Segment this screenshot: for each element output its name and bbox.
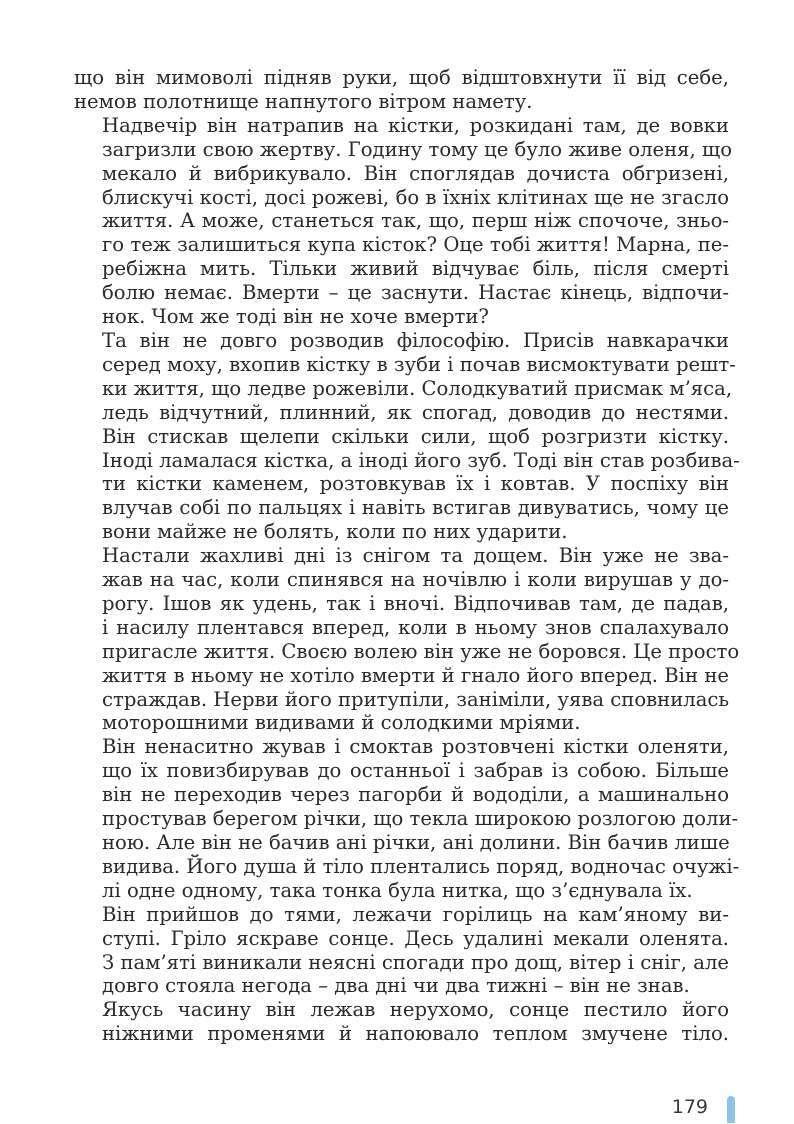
- paragraph: [74, 66, 729, 114]
- text-line: блискучі кості, досі рожеві, бо в їхніх клітинах ще не згасло: [102, 185, 729, 209]
- text-line: жав на час, коли спинявся на ночівлю і коли вирушав у до-: [102, 568, 729, 592]
- text-line: Надвечір він натрапив на кістки, розкидані там, де вовки: [102, 113, 729, 137]
- text-line: ніжними променями й напоювало теплом змучене тіло.: [102, 1022, 729, 1046]
- text-line: ступі. Гріло яскраве сонце. Десь удалині мекали оленята.: [102, 926, 729, 950]
- page-marker-bar: [727, 1096, 735, 1123]
- text-line: Та він не довго розводив філософію. Присів навкарачки: [102, 328, 729, 352]
- text-line: серед моху, вхопив кістку в зуби і почав висмоктувати решт-: [102, 352, 736, 376]
- text-line: що він мимоволі підняв руки, щоб відштовхнути її від себе,: [74, 66, 729, 89]
- text-line: Він ненаситно жував і смоктав розтовчені кістки оленяти,: [102, 735, 729, 759]
- text-line: немов полотнище напнутого вітром намету.: [74, 89, 533, 113]
- paragraph: [74, 735, 740, 902]
- text-line: простував берегом річки, що текла широкою розлогою доли-: [102, 807, 739, 831]
- text-line: рогу. Ішов як удень, так і вночі. Відпочивав там, де падав,: [102, 591, 729, 615]
- text-line: нок. Чом же тоді він не хоче вмерти?: [102, 305, 489, 329]
- text-line: Він стискав щелепи скільки сили, щоб розгризти кістку.: [102, 424, 729, 448]
- text-line: Він прийшов до тями, лежачи горілиць на кам’яному ви-: [102, 902, 729, 926]
- page-number: 179: [671, 1096, 708, 1118]
- paragraph: [74, 903, 729, 999]
- text-line: мекало й вибрикувало. Він споглядав дочиста обгризені,: [102, 161, 729, 185]
- text-line: Іноді ламалася кістка, а іноді його зуб. Тоді він став розбива-: [102, 448, 740, 472]
- text-line: ребіжна мить. Тільки живий відчуває біль, після смерті: [102, 257, 729, 281]
- paragraph: [74, 328, 740, 544]
- text-line: го теж залишиться купа кісток? Оце тобі життя! Марна, пе-: [102, 233, 729, 257]
- text-line: ною. Але він не бачив ані річки, ані долини. Він бачив лише: [102, 831, 730, 854]
- text-line: лі одне одному, така тонка була нитка, що з’єднувала їх.: [102, 878, 693, 902]
- text-line: що їх повизбирував до останньої і забрав із собою. Більше: [102, 759, 729, 783]
- text-line: довго стояла негода – два дні чи два тижні – він не знав.: [102, 974, 690, 998]
- text-line: життя. А може, станеться так, що, перш ніж спочоче, зньо-: [102, 209, 729, 233]
- text-line: загризли свою жертву. Годину тому це було живе оленя, що: [102, 137, 732, 161]
- text-line: ки життя, що ледве рожевіли. Солодкуватий присмак м’яса,: [102, 376, 733, 400]
- paragraph: [74, 113, 732, 329]
- text-line: ледь відчутний, плинний, як спогад, доводив до нестями.: [102, 400, 729, 424]
- paragraph: [74, 998, 729, 1046]
- body-text: [74, 66, 740, 1046]
- text-line: вони майже не болять, коли по них ударити.: [102, 520, 568, 544]
- text-line: життя в ньому не хотіло вмерти й гнало його вперед. Він не: [102, 663, 729, 687]
- text-line: і насилу плентався вперед, коли в ньому знов спалахувало: [102, 615, 729, 639]
- text-line: видива. Його душа й тіло плентались поряд, водночас очужі-: [102, 854, 740, 878]
- text-line: страждав. Нерви його притупіли, заніміли, уява сповнилась: [102, 687, 730, 711]
- paragraph: [74, 544, 740, 735]
- text-line: він не переходив через пагорби й вододіли, а машинально: [102, 783, 729, 807]
- text-line: Настали жахливі дні із снігом та дощем. Він уже не зва-: [102, 544, 729, 568]
- text-line: пригасле життя. Своєю волею він уже не боровся. Це просто: [102, 639, 740, 663]
- text-line: влучав собі по пальцях і навіть встигав дивуватись, чому це: [102, 496, 729, 520]
- text-line: ти кістки каменем, розтовкував їх і ковтав. У поспіху він: [102, 472, 729, 496]
- text-line: З пам’яті виникали неясні спогади про дощ, вітер і сніг, але: [102, 950, 729, 974]
- text-line: болю немає. Вмерти – це заснути. Настає кінець, відпочи-: [102, 281, 729, 305]
- page-footer: [0, 1094, 794, 1124]
- text-line: Якусь часину він лежав нерухомо, сонце пестило його: [102, 998, 729, 1022]
- text-line: моторошними видивами й солодкими мріями.: [102, 711, 581, 735]
